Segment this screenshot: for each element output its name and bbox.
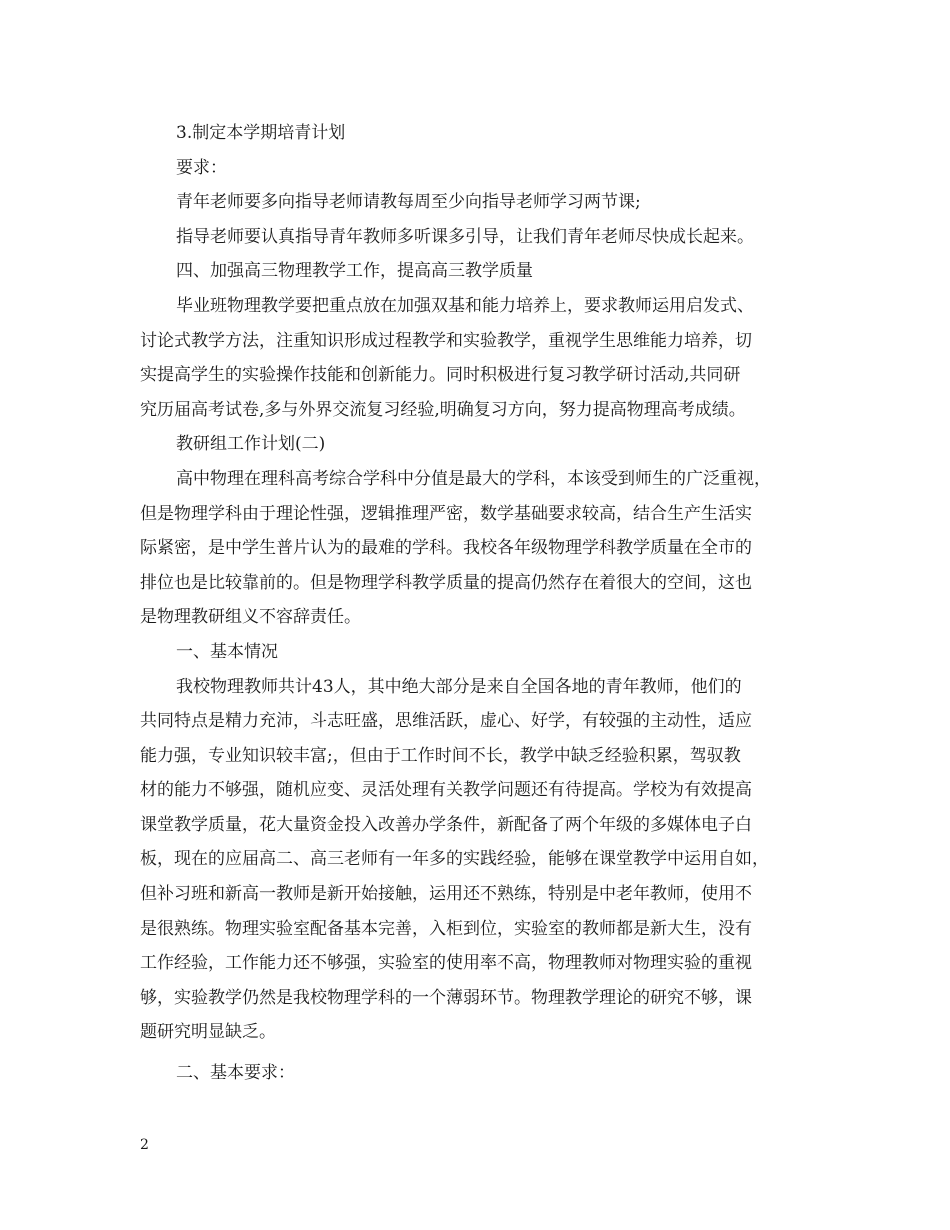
- text-line: 一、基本情况: [176, 641, 278, 662]
- text-line: 工作经验，工作能力还不够强，实验室的使用率不高，物理教师对物理实验的重视: [140, 953, 752, 974]
- text-line: 二、基本要求：: [176, 1063, 295, 1084]
- text-line: 材的能力不够强，随机应变、灵活处理有关教学问题还有待提高。学校为有效提高: [140, 780, 752, 801]
- text-line: 但是物理学科由于理论性强，逻辑推理严密，数学基础要求较高，结合生产生活实: [140, 503, 752, 524]
- document-body: [140, 116, 832, 1091]
- text-line: 四、加强高三物理教学工作，提高高三教学质量: [176, 261, 533, 282]
- text-line: 要求：: [176, 157, 227, 178]
- text-line: 够，实验教学仍然是我校物理学科的一个薄弱环节。物理教学理论的研究不够，课: [140, 987, 752, 1008]
- text-line: 毕业班物理教学要把重点放在加强双基和能力培养上，要求教师运用启发式、: [176, 295, 754, 316]
- page-number: 2: [140, 1137, 149, 1153]
- text-line: 3.制定本学期培青计划: [176, 123, 346, 143]
- text-line: 际紧密，是中学生普片认为的最难的学科。我校各年级物理学科教学质量在全市的: [140, 538, 752, 559]
- text-line: 能力强，专业知识较丰富;，但由于工作时间不长，教学中缺乏经验积累，驾驭教: [140, 745, 741, 766]
- text-line: 排位也是比较靠前的。但是物理学科教学质量的提高仍然存在着很大的空间，这也: [140, 572, 752, 593]
- text-line: 青年老师要多向指导老师请教每周至少向指导老师学习两节课;: [176, 192, 641, 213]
- text-line: 教研组工作计划(二): [176, 434, 326, 455]
- text-line: 题研究明显缺乏。: [140, 1022, 276, 1043]
- text-line: 讨论式教学方法，注重知识形成过程教学和实验教学，重视学生思维能力培养，切: [140, 330, 752, 351]
- text-line: 是很熟练。物理实验室配备基本完善，入柜到位，实验室的教师都是新大生，没有: [140, 918, 752, 939]
- text-line: 指导老师要认真指导青年教师多听课多引导，让我们青年老师尽快成长起来。: [176, 226, 754, 247]
- text-line: 实提高学生的实验操作技能和创新能力。同时积极进行复习教学研讨活动,共同研: [140, 365, 741, 386]
- text-line: 高中物理在理科高考综合学科中分值是最大的学科，本该受到师生的广泛重视，: [176, 468, 771, 489]
- text-line: 是物理教研组义不容辞责任。: [140, 607, 361, 628]
- text-line: 课堂教学质量，花大量资金投入改善办学条件，新配备了两个年级的多媒体电子白: [140, 814, 752, 835]
- text-line: 但补习班和新高一教师是新开始接触，运用还不熟练，特别是中老年教师，使用不: [140, 884, 752, 905]
- text-line: 我校物理教师共计43人，其中绝大部分是来自全国各地的青年教师，他们的: [176, 676, 742, 697]
- text-line: 共同特点是精力充沛，斗志旺盛，思维活跃，虚心、好学，有较强的主动性，适应: [140, 711, 752, 732]
- text-line: 板，现在的应届高二、高三老师有一年多的实践经验，能够在课堂教学中运用自如，: [140, 849, 769, 870]
- text-line: 究历届高考试卷,多与外界交流复习经验,明确复习方向，努力提高物理高考成绩。: [140, 399, 746, 420]
